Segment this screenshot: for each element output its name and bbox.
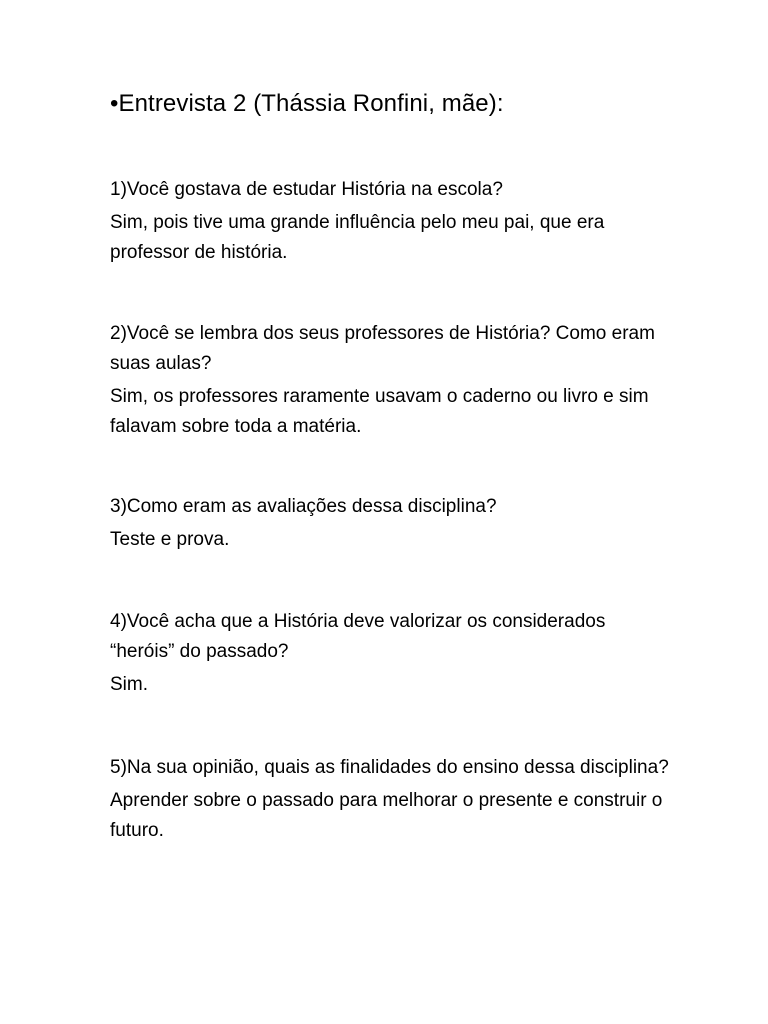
qa-item-4 — [110, 607, 670, 700]
qa-item-5 — [110, 753, 670, 846]
question-3: 3)Como eram as avaliações dessa disciplina? — [110, 496, 497, 517]
answer-1: Sim, pois tive uma grande influência pelo meu pai, que era professor de história. — [110, 212, 605, 263]
interview-title: •Entrevista 2 (Thássia Ronfini, mãe): — [110, 90, 504, 117]
answer-5: Aprender sobre o passado para melhorar o presente e construir o futuro. — [110, 790, 663, 841]
qa-item-2 — [110, 319, 670, 442]
answer-2: Sim, os professores raramente usavam o caderno ou livro e sim falavam sobre toda a matéria. — [110, 386, 649, 437]
qa-item-1 — [110, 175, 670, 268]
question-2: 2)Você se lembra dos seus professores de História? Como eram suas aulas? — [110, 323, 655, 374]
question-5: 5)Na sua opinião, quais as finalidades do ensino dessa disciplina? — [110, 757, 669, 778]
question-4: 4)Você acha que a História deve valorizar os considerados “heróis” do passado? — [110, 611, 606, 662]
qa-item-3 — [110, 492, 670, 555]
answer-4: Sim. — [110, 674, 148, 695]
answer-3: Teste e prova. — [110, 529, 230, 550]
question-1: 1)Você gostava de estudar História na escola? — [110, 179, 503, 200]
